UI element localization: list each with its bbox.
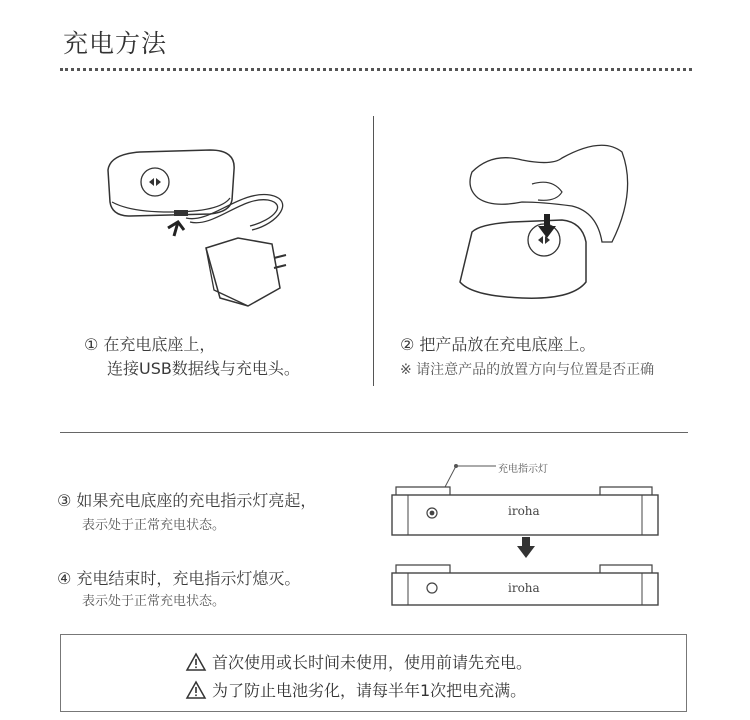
dotted-divider [60, 68, 692, 71]
step1-line2: 连接USB数据线与充电头。 [107, 359, 300, 378]
brand-logo-bottom: iroha [508, 581, 540, 595]
section-divider [60, 432, 688, 433]
brand-logo-top: iroha [508, 504, 540, 518]
vertical-divider [373, 116, 374, 386]
step2-note: ※ 请注意产品的放置方向与位置是否正确 [400, 362, 655, 378]
warning-line-1 [186, 650, 532, 673]
step3-line1: ③ 如果充电底座的充电指示灯亮起， [57, 491, 317, 510]
warning-line-2 [186, 678, 526, 701]
indicator-label: 充电指示灯 [498, 464, 548, 475]
charging-base-usb-illustration [100, 140, 300, 320]
step4-line2: 表示处于正常充电状态。 [82, 594, 226, 609]
step4-line1: ④ 充电结束时，充电指示灯熄灭。 [57, 569, 301, 588]
step3-line2: 表示处于正常充电状态。 [82, 518, 226, 533]
warning-triangle-icon [186, 653, 206, 671]
warning-text-2: 为了防止电池劣化，请每半年1次把电充满。 [212, 681, 527, 700]
place-product-illustration [452, 132, 642, 312]
down-arrow-icon [517, 537, 535, 559]
warning-text-1: 首次使用或长时间未使用，使用前请先充电。 [212, 653, 533, 672]
step2-line1: ② 把产品放在充电底座上。 [400, 335, 596, 354]
page-title: 充电方法 [63, 29, 168, 58]
warning-triangle-icon [186, 681, 206, 699]
step1-line1: ① 在充电底座上， [84, 335, 216, 354]
